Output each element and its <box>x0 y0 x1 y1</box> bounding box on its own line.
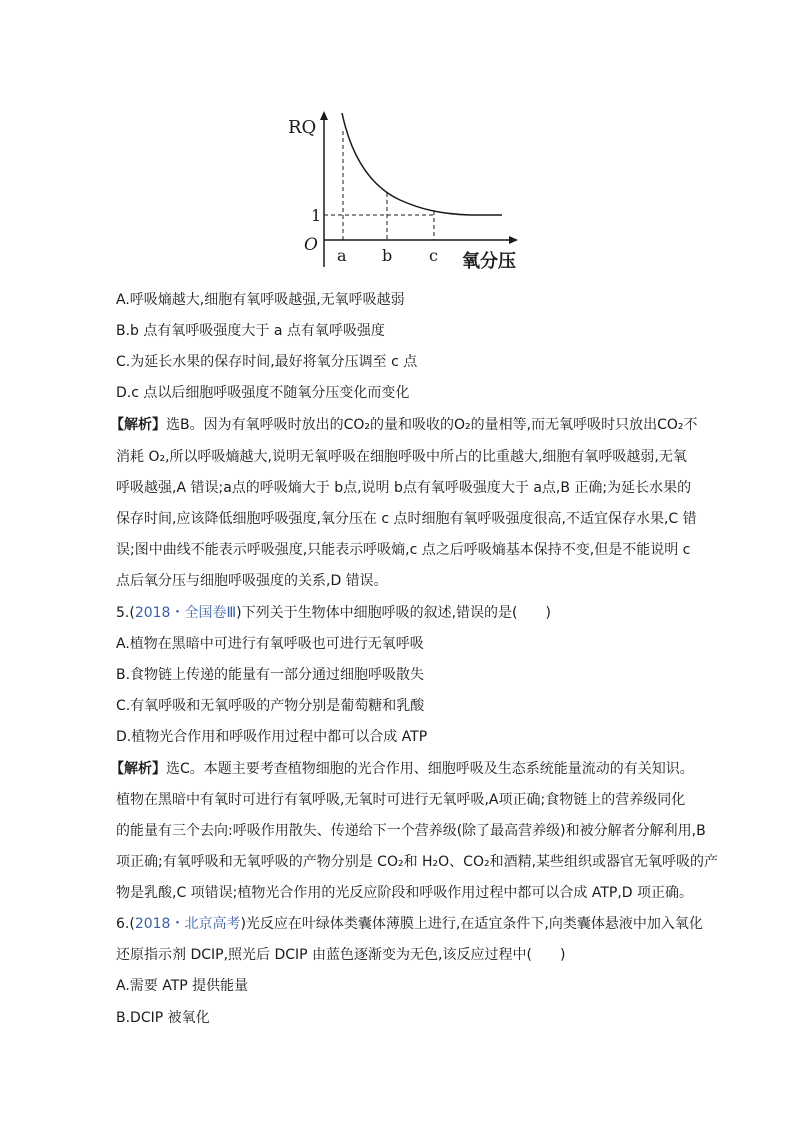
rq-oxygen-figure <box>280 105 530 275</box>
q6-stem-line-2: 还原指示剂 DCIP,照光后 DCIP 由蓝色逐渐变为无色,该反应过程中( ) <box>116 947 566 963</box>
q4-option-b: B.b 点有氧呼吸强度大于 a 点有氧呼吸强度 <box>116 323 385 339</box>
y-tick-1: 1 <box>311 206 322 225</box>
q6-option-a: A.需要 ATP 提供能量 <box>116 978 249 994</box>
x-axis-arrow <box>509 236 518 244</box>
x-tick-b: b <box>382 246 393 265</box>
q4-option-a: A.呼吸熵越大,细胞有氧呼吸越强,无氧呼吸越弱 <box>116 292 405 308</box>
x-axis-label: 氧分压 <box>462 251 516 272</box>
analysis-text: 选C。本题主要考查植物细胞的光合作用、细胞呼吸及生态系统能量流动的有关知识。 <box>166 761 694 777</box>
origin-label: O <box>304 235 318 255</box>
rq-curve <box>342 113 502 215</box>
q5-analysis-line-1 <box>110 759 694 779</box>
q4-analysis-line-4: 保存时间,应该降低细胞呼吸强度,氧分压在 c 点时细胞有氧呼吸强度很高,不适宜保存水果,C 错 <box>116 511 697 527</box>
q4-option-d: D.c 点以后细胞呼吸强度不随氧分压变化而变化 <box>116 385 410 401</box>
q6-prefix: 6.( <box>116 916 135 932</box>
analysis-label: 【解析】 <box>110 761 166 777</box>
q6-option-b: B.DCIP 被氧化 <box>116 1010 210 1026</box>
q6-source: 2018・北京高考 <box>134 916 241 932</box>
q6-stem-line-1 <box>116 914 703 934</box>
q5-stem <box>116 603 551 623</box>
y-axis-arrow <box>320 111 328 120</box>
analysis-text: 选B。因为有氧呼吸时放出的CO₂的量和吸收的O₂的量相等,而无氧呼吸时只放出CO₂不 <box>166 417 698 433</box>
q5-option-b: B.食物链上传递的能量有一部分通过细胞呼吸散失 <box>116 667 425 683</box>
q5-prefix: 5.( <box>116 605 135 621</box>
analysis-label: 【解析】 <box>110 417 166 433</box>
q5-analysis-line-2: 植物在黑暗中有氧时可进行有氧呼吸,无氧时可进行无氧呼吸,A项正确;食物链上的营养级同化 <box>116 792 686 808</box>
y-axis-label: RQ <box>288 117 317 138</box>
q5-analysis-line-4: 项正确;有氧呼吸和无氧呼吸的产物分别是 CO₂和 H₂O、CO₂和酒精,某些组织或器官无氧呼吸的产 <box>116 854 719 870</box>
q5-analysis-line-3: 的能量有三个去向:呼吸作用散失、传递给下一个营养级(除了最高营养级)和被分解者分解利用,B <box>116 823 706 839</box>
q5-option-d: D.植物光合作用和呼吸作用过程中都可以合成 ATP <box>116 729 428 745</box>
q4-analysis-line-3: 呼吸越强,A 错误;a点的呼吸熵大于 b点,说明 b点有氧呼吸强度大于 a点,B 正确;为延长水果的 <box>116 480 692 496</box>
q5-source: 2018・全国卷Ⅲ <box>134 605 237 621</box>
q6-stem-text: )光反应在叶绿体类囊体薄膜上进行,在适宜条件下,向类囊体悬液中加入氧化 <box>240 916 703 932</box>
q5-option-c: C.有氧呼吸和无氧呼吸的产物分别是葡萄糖和乳酸 <box>116 698 425 714</box>
q5-stem-text: )下列关于生物体中细胞呼吸的叙述,错误的是( ) <box>236 605 551 621</box>
q4-option-c: C.为延长水果的保存时间,最好将氧分压调至 c 点 <box>116 354 418 370</box>
q5-analysis-line-5: 物是乳酸,C 项错误;植物光合作用的光反应阶段和呼吸作用过程中都可以合成 ATP,D 项正确。 <box>116 885 694 901</box>
q4-analysis-line-5: 误;图中曲线不能表示呼吸强度,只能表示呼吸熵,c 点之后呼吸熵基本保持不变,但是不能说明 c <box>116 542 691 558</box>
q4-analysis-line-6: 点后氧分压与细胞呼吸强度的关系,D 错误。 <box>116 573 388 589</box>
q5-option-a: A.植物在黑暗中可进行有氧呼吸也可进行无氧呼吸 <box>116 636 424 652</box>
q4-analysis-line-2: 消耗 O₂,所以呼吸熵越大,说明无氧呼吸在细胞呼吸中所占的比重越大,细胞有氧呼吸越弱,无氧 <box>116 449 687 465</box>
q4-analysis-line-1 <box>110 415 698 435</box>
x-tick-a: a <box>337 246 347 265</box>
x-tick-c: c <box>429 246 438 265</box>
